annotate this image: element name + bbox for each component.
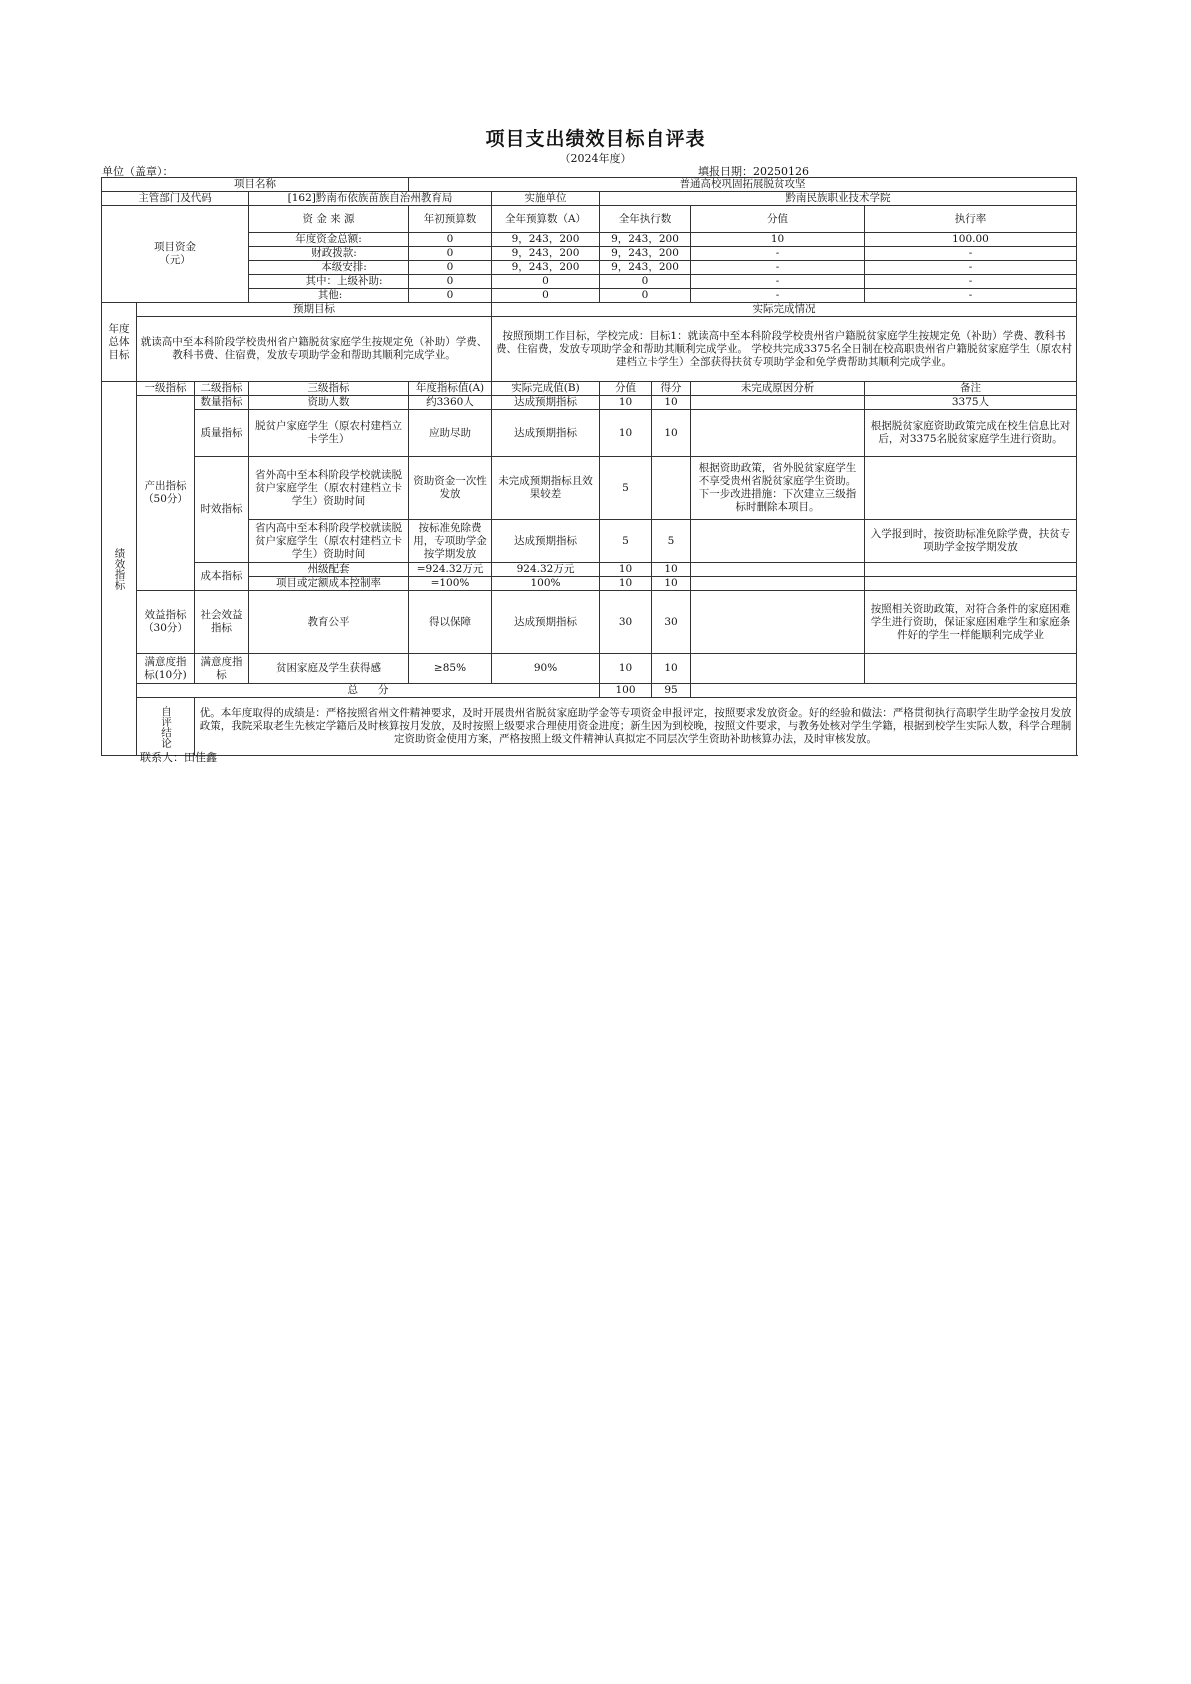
- indicator-header-value: 分值: [600, 382, 652, 396]
- contact-person: 联系人：田佳鑫: [140, 751, 217, 764]
- indicator-row: [102, 577, 1077, 591]
- indicator-name: 脱贫户家庭学生（原农村建档立卡学生）: [249, 410, 409, 457]
- funds-source: 年度资金总额:: [249, 233, 409, 247]
- indicator-row: [102, 591, 1077, 654]
- indicator-actual: 90%: [492, 654, 600, 684]
- indicator-header-level1: 一级指标: [137, 382, 195, 396]
- indicator-actual: 未完成预期指标且效果较差: [492, 457, 600, 520]
- indicator-note: 根据脱贫家庭资助政策完成在校生信息比对后，对3375名脱贫家庭学生进行资助。: [865, 410, 1077, 457]
- funds-row: [102, 233, 1077, 247]
- department-name: [162]黔南布依族苗族自治州教育局: [249, 192, 492, 206]
- funds-row: [102, 275, 1077, 289]
- level2-cost: 成本指标: [195, 563, 249, 591]
- indicator-target: 资助资金一次性发放: [409, 457, 492, 520]
- indicator-row: [102, 457, 1077, 520]
- page-subtitle: （2024年度）: [559, 152, 632, 165]
- indicator-row: [102, 654, 1077, 684]
- indicator-score: 10: [652, 410, 691, 457]
- funds-rate: -: [865, 261, 1077, 275]
- funds-initial: 0: [409, 275, 492, 289]
- indicator-header-level2: 二级指标: [195, 382, 249, 396]
- funds-annual: 0: [492, 289, 600, 303]
- indicators-header-row: [102, 382, 1077, 396]
- indicator-reason: [691, 577, 865, 591]
- project-name-row: [102, 178, 1077, 192]
- indicator-target: 得以保障: [409, 591, 492, 654]
- funds-score-value: -: [691, 275, 865, 289]
- indicators-section-label: 绩效指标: [102, 382, 137, 756]
- implementer-name: 黔南民族职业技术学院: [600, 192, 1077, 206]
- indicator-note: [865, 577, 1077, 591]
- funds-initial: 0: [409, 233, 492, 247]
- total-score: 95: [652, 684, 691, 698]
- indicator-target: 按标准免除费用，专项助学金按学期发放: [409, 520, 492, 563]
- indicator-row: [102, 563, 1077, 577]
- indicator-row: [102, 410, 1077, 457]
- funds-annual: 9，243，200: [492, 233, 600, 247]
- indicator-reason: [691, 410, 865, 457]
- level2-social: 社会效益指标: [195, 591, 249, 654]
- indicator-value: 10: [600, 396, 652, 410]
- conclusion-row: [102, 698, 1077, 756]
- indicator-reason: [691, 654, 865, 684]
- funds-label: 项目资金: [154, 241, 196, 253]
- expected-goal-text: 就读高中至本科阶段学校贵州省户籍脱贫家庭学生按规定免（补助）学费、教科书费、住宿费，发放专项助学金和帮助其顺利完成学业。: [137, 317, 492, 382]
- funds-executed: 0: [600, 275, 691, 289]
- indicator-target: 应助尽助: [409, 410, 492, 457]
- indicator-name: 教育公平: [249, 591, 409, 654]
- project-name: 普通高校巩固拓展脱贫攻坚: [409, 178, 1077, 192]
- total-row: [102, 684, 1077, 698]
- funds-row: [102, 247, 1077, 261]
- indicator-score: [652, 457, 691, 520]
- indicator-reason: 根据资助政策，省外脱贫家庭学生不享受贵州省脱贫家庭学生资助。下一步改进措施：下次建立三级指标时删除本项目。: [691, 457, 865, 520]
- indicator-target: =100%: [409, 577, 492, 591]
- indicator-actual: 达成预期指标: [492, 410, 600, 457]
- indicator-actual: 100%: [492, 577, 600, 591]
- funds-executed: 0: [600, 289, 691, 303]
- indicator-target: =924.32万元: [409, 563, 492, 577]
- funds-score-value: -: [691, 247, 865, 261]
- indicator-value: 10: [600, 577, 652, 591]
- indicator-note: [865, 563, 1077, 577]
- level1-output: 产出指标（50分）: [137, 396, 195, 591]
- funds-header-executed: 全年执行数: [600, 206, 691, 233]
- indicator-score: 10: [652, 563, 691, 577]
- indicator-header-level3: 三级指标: [249, 382, 409, 396]
- indicator-score: 10: [652, 577, 691, 591]
- funds-rate: -: [865, 247, 1077, 261]
- indicator-value: 5: [600, 457, 652, 520]
- indicator-header-reason: 未完成原因分析: [691, 382, 865, 396]
- level2-quantity: 数量指标: [195, 396, 249, 410]
- conclusion-label: 自评结论: [137, 698, 195, 756]
- indicator-note: [865, 457, 1077, 520]
- indicator-reason: [691, 591, 865, 654]
- indicator-score: 30: [652, 591, 691, 654]
- indicator-name: 资助人数: [249, 396, 409, 410]
- indicator-name: 州级配套: [249, 563, 409, 577]
- funds-header-source: 资 金 来 源: [249, 206, 409, 233]
- indicator-header-actual: 实际完成值(B): [492, 382, 600, 396]
- evaluation-table: [101, 177, 1077, 756]
- actual-result-text: 按照预期工作目标，学校完成：目标1：就读高中至本科阶段学校贵州省户籍脱贫家庭学生按规定免（补助）学费、教科书费、住宿费，发放专项助学金和帮助其顺利完成学业。 学校共完成3375名全日制在校高职贵州省户籍脱贫家庭学生（原农村建档立卡学生）全部获得扶贫专项助学金和免学费帮助其顺利完成学业。: [492, 317, 1077, 382]
- funds-rate: 100.00: [865, 233, 1077, 247]
- funds-header-rate: 执行率: [865, 206, 1077, 233]
- indicator-actual: 924.32万元: [492, 563, 600, 577]
- funds-executed: 9，243，200: [600, 233, 691, 247]
- indicator-target: 约3360人: [409, 396, 492, 410]
- actual-result-header: 实际完成情况: [492, 303, 1077, 317]
- indicator-row: [102, 520, 1077, 563]
- indicator-score: 10: [652, 396, 691, 410]
- indicator-note: 3375人: [865, 396, 1077, 410]
- total-value: 100: [600, 684, 652, 698]
- funds-source: 财政拨款:: [249, 247, 409, 261]
- total-empty: [691, 684, 1077, 698]
- unit-label: 单位（盖章）：: [102, 165, 174, 178]
- funds-row: [102, 261, 1077, 275]
- indicator-row: [102, 396, 1077, 410]
- funds-row: [102, 289, 1077, 303]
- expected-goal-header: 预期目标: [137, 303, 492, 317]
- funds-annual: 9，243，200: [492, 261, 600, 275]
- funds-executed: 9，243，200: [600, 247, 691, 261]
- indicator-actual: 达成预期指标: [492, 396, 600, 410]
- funds-executed: 9，243，200: [600, 261, 691, 275]
- funds-score-value: -: [691, 289, 865, 303]
- indicator-note: 入学报到时，按资助标准免除学费，扶贫专项助学金按学期发放: [865, 520, 1077, 563]
- goals-header-row: [102, 303, 1077, 317]
- indicator-value: 30: [600, 591, 652, 654]
- funds-header-initial: 年初预算数: [409, 206, 492, 233]
- funds-initial: 0: [409, 247, 492, 261]
- goals-section-label: 年度总体目标: [102, 303, 137, 382]
- fill-date: 填报日期：20250126: [698, 165, 809, 178]
- page-title: 项目支出绩效目标自评表: [485, 128, 706, 150]
- funds-annual: 0: [492, 275, 600, 289]
- department-row: [102, 192, 1077, 206]
- funds-section-label: [102, 206, 249, 303]
- implementer-label: 实施单位: [492, 192, 600, 206]
- indicator-header-score: 得分: [652, 382, 691, 396]
- funds-score-value: -: [691, 261, 865, 275]
- funds-unit: （元）: [159, 254, 191, 266]
- total-label: 总 分: [137, 684, 600, 698]
- indicator-note: [865, 654, 1077, 684]
- funds-initial: 0: [409, 289, 492, 303]
- indicator-reason: [691, 520, 865, 563]
- funds-score-value: 10: [691, 233, 865, 247]
- indicator-name: 项目或定额成本控制率: [249, 577, 409, 591]
- indicator-target: ≥85%: [409, 654, 492, 684]
- funds-initial: 0: [409, 261, 492, 275]
- indicator-value: 10: [600, 410, 652, 457]
- funds-header-annual: 全年预算数（A）: [492, 206, 600, 233]
- department-label: 主管部门及代码: [102, 192, 249, 206]
- indicator-name: 贫困家庭及学生获得感: [249, 654, 409, 684]
- funds-header-score-value: 分值: [691, 206, 865, 233]
- indicator-header-note: 备注: [865, 382, 1077, 396]
- funds-source: 本级安排:: [249, 261, 409, 275]
- indicator-value: 10: [600, 563, 652, 577]
- indicator-score: 5: [652, 520, 691, 563]
- indicator-reason: [691, 396, 865, 410]
- indicator-note: 按照相关资助政策，对符合条件的家庭困难学生进行资助，保证家庭困难学生和家庭条件好的学生一样能顺利完成学业: [865, 591, 1077, 654]
- indicator-name: 省外高中至本科阶段学校就读脱贫户家庭学生（原农村建档立卡学生）资助时间: [249, 457, 409, 520]
- funds-source: 其他:: [249, 289, 409, 303]
- funds-rate: -: [865, 289, 1077, 303]
- level1-satisfaction: 满意度指标(10分): [137, 654, 195, 684]
- indicator-value: 5: [600, 520, 652, 563]
- level2-satisfaction: 满意度指标: [195, 654, 249, 684]
- level2-quality: 质量指标: [195, 410, 249, 457]
- indicator-actual: 达成预期指标: [492, 520, 600, 563]
- funds-source: 其中：上级补助:: [249, 275, 409, 289]
- indicator-actual: 达成预期指标: [492, 591, 600, 654]
- project-name-label: 项目名称: [102, 178, 409, 192]
- funds-rate: -: [865, 275, 1077, 289]
- indicator-header-target: 年度指标值(A): [409, 382, 492, 396]
- indicator-score: 10: [652, 654, 691, 684]
- goals-row: [102, 317, 1077, 382]
- level1-benefit: 效益指标（30分）: [137, 591, 195, 654]
- level2-timeliness: 时效指标: [195, 457, 249, 563]
- funds-header-row: [102, 206, 1077, 233]
- indicator-reason: [691, 563, 865, 577]
- indicator-name: 省内高中至本科阶段学校就读脱贫户家庭学生（原农村建档立卡学生）资助时间: [249, 520, 409, 563]
- funds-annual: 9，243，200: [492, 247, 600, 261]
- indicator-value: 10: [600, 654, 652, 684]
- conclusion-text: 优。本年度取得的成绩是：严格按照省州文件精神要求，及时开展贵州省脱贫家庭助学金等专项资金申报评定，按照要求发放资金。好的经验和做法：严格贯彻执行高职学生助学金按月发放政策，我院采取老生先核定学籍后及时核算按月发放，及时按照上级要求合理使用资金进度；新生因为到校晚，按照文件要求，与教务处核对学生学籍，根据到校学生实际人数，科学合理制定资助资金使用方案，严格按照上级文件精神认真拟定不同层次学生资助补助核算办法，及时审核发放。: [195, 698, 1077, 756]
